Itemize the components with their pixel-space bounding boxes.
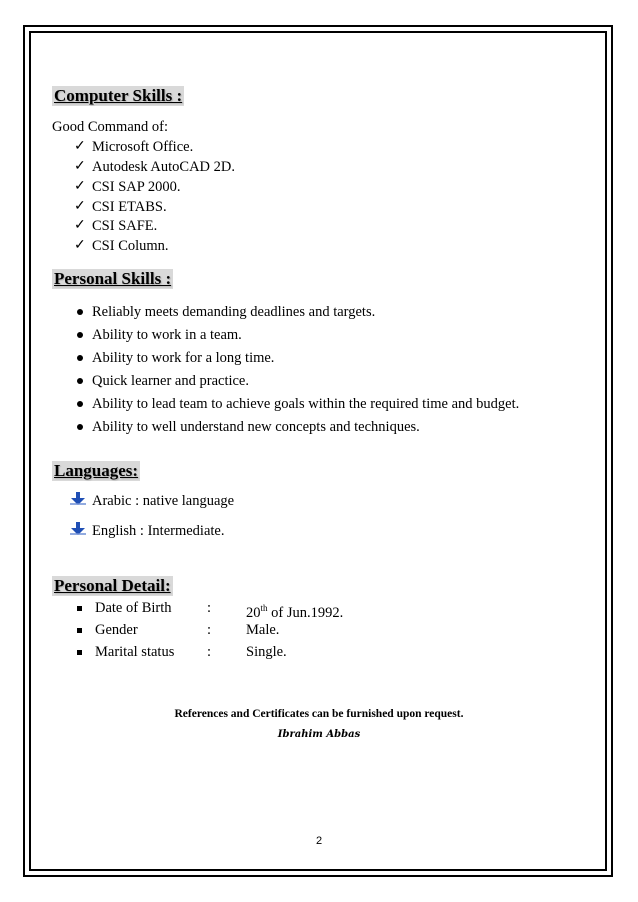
computer-skill-item: CSI ETABS. [92,199,167,215]
references-note: References and Certificates can be furnished upon request. [174,708,464,720]
square-bullet-icon [77,650,82,655]
detail-label: Marital status [95,644,175,660]
bullet-icon [77,309,83,315]
personal-skill-item: Ability to work in a team. [92,327,242,343]
personal-skill-item: Reliably meets demanding deadlines and targets. [92,304,376,320]
bullet-icon [77,378,83,384]
detail-label: Date of Birth [95,600,172,616]
personal-skill-item: Ability to work for a long time. [92,350,275,366]
computer-skills-heading: Computer Skills : [54,86,183,105]
blue-arrow-icon [70,492,86,506]
detail-separator: : [207,622,212,638]
detail-label: Gender [95,622,138,638]
page-number: 2 [315,835,323,847]
detail-separator: : [207,644,212,660]
computer-skill-item: Microsoft Office. [92,139,194,155]
personal-skill-item: Quick learner and practice. [92,373,249,389]
computer-skill-item: Autodesk AutoCAD 2D. [92,159,235,175]
languages-heading: Languages: [54,461,139,480]
computer-skill-item: CSI SAP 2000. [92,179,181,195]
detail-value: Single. [246,644,287,660]
personal-skills-heading: Personal Skills : [54,269,172,288]
detail-separator: : [207,600,212,616]
check-icon: ✓ [74,139,86,154]
personal-skill-item: Ability to lead team to achieve goals within the required time and budget. [92,396,520,412]
language-item: English : Intermediate. [92,523,225,539]
computer-skill-item: CSI SAFE. [92,218,158,234]
square-bullet-icon [77,606,82,611]
detail-value: Male. [246,622,280,638]
check-icon: ✓ [74,199,86,214]
square-bullet-icon [77,628,82,633]
bullet-icon [77,424,83,430]
computer-skills-intro: Good Command of: [52,119,168,135]
blue-arrow-icon [70,522,86,536]
check-icon: ✓ [74,179,86,194]
computer-skill-item: CSI Column. [92,238,169,254]
check-icon: ✓ [74,238,86,253]
bullet-icon [77,401,83,407]
personal-skill-item: Ability to well understand new concepts and techniques. [92,419,420,435]
bullet-icon [77,332,83,338]
language-item: Arabic : native language [92,493,235,509]
personal-detail-heading: Personal Detail: [54,576,171,595]
bullet-icon [77,355,83,361]
detail-value-dob: 20th of Jun.1992. [246,603,344,621]
check-icon: ✓ [74,218,86,233]
signature: Ibrahim Abbas [277,729,361,740]
check-icon: ✓ [74,159,86,174]
